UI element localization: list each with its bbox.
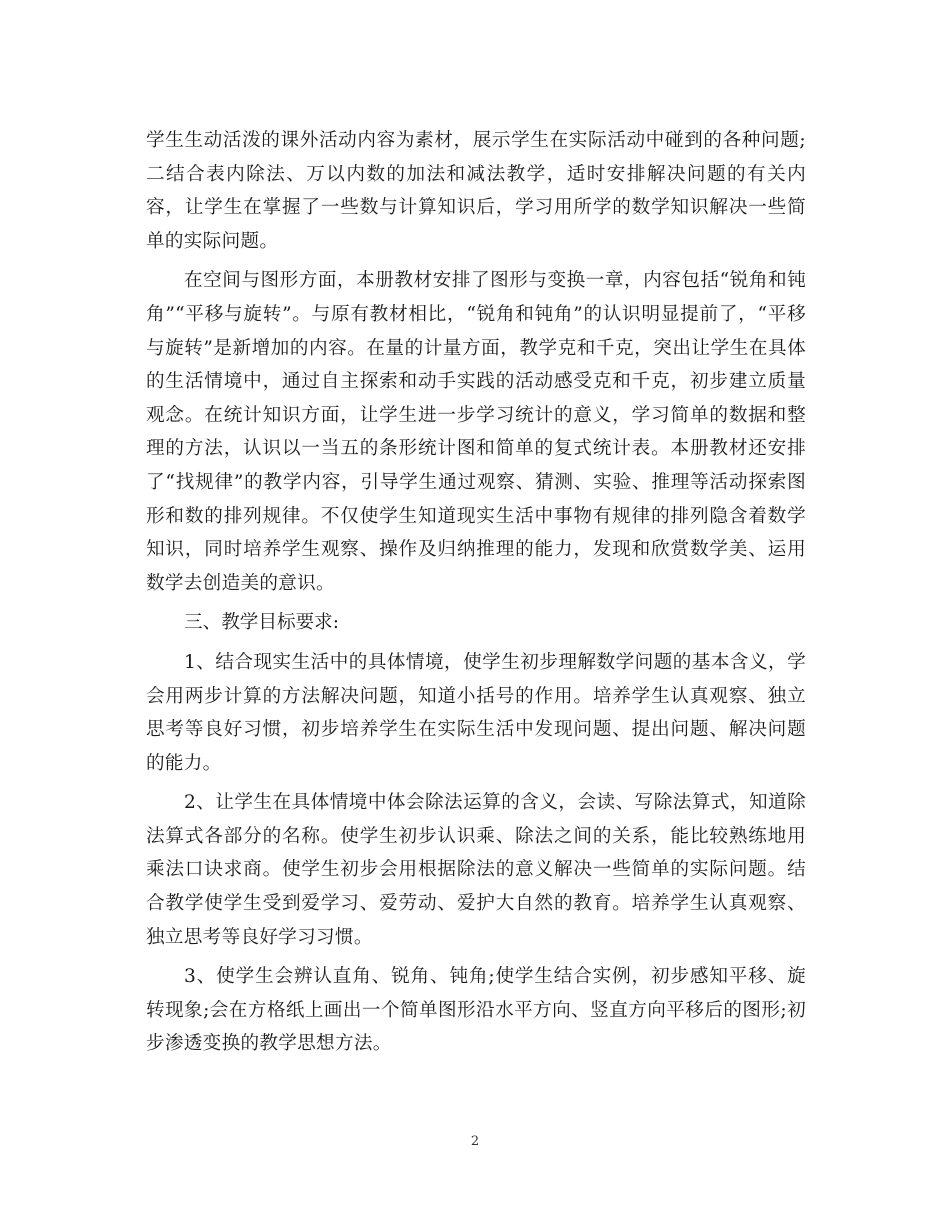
paragraph-goal-2: 2、让学生在具体情境中体会除法运算的含义，会读、写除法算式，知道除法算式各部分的名称。使学生初步认识乘、除法之间的关系，能比较熟练地用乘法口诀求商。使学生初步会用根据除法的意义解决一些简单的实际问题。结合教学使学生受到爱学习、爱劳动、爱护大自然的教育。培养学生认真观察、独立思考等良好学习习惯。 bbox=[146, 792, 806, 948]
paragraph-1: 学生生动活泼的课外活动内容为素材，展示学生在实际活动中碰到的各种问题;二结合表内除法、万以内数的加法和减法教学，适时安排解决问题的有关内容，让学生在掌握了一些数与计算知识后，学习用所学的数学知识解决一些简单的实际问题。 bbox=[146, 130, 806, 252]
document-body bbox=[146, 124, 806, 1067]
paragraph-2: 在空间与图形方面，本册教材安排了图形与变换一章，内容包括“锐角和钝角”“平移与旋转”。与原有教材相比，“锐角和钝角”的认识明显提前了，“平移与旋转”是新增加的内容。在量的计量方面，教学克和千克，突出让学生在具体的生活情境中，通过自主探索和动手实践的活动感受克和千克，初步建立质量观念。在统计知识方面，让学生进一步学习统计的意义，学习简单的数据和整理的方法，认识以一当五的条形统计图和简单的复式统计表。本册教材还安排了“找规律”的教学内容，引导学生通过观察、猜测、实验、推理等活动探索图形和数的排列规律。不仅使学生知道现实生活中事物有规律的排列隐含着数学知识，同时培养学生观察、操作及归纳推理的能力，发现和欣赏数学美、运用数学去创造美的意识。 bbox=[146, 270, 806, 594]
section-heading-teaching-goals: 三、教学目标要求: bbox=[184, 612, 340, 634]
paragraph-goal-3: 3、使学生会辨认直角、锐角、钝角;使学生结合实例，初步感知平移、旋转现象;会在方格纸上画出一个简单图形沿水平方向、竖直方向平移后的图形;初步渗透变换的教学思想方法。 bbox=[146, 966, 806, 1055]
paragraph-goal-1: 1、结合现实生活中的具体情境，使学生初步理解数学问题的基本含义，学会用两步计算的方法解决问题，知道小括号的作用。培养学生认真观察、独立思考等良好习惯，初步培养学生在实际生活中发现问题、提出问题、解决问题的能力。 bbox=[146, 651, 806, 774]
page-number: 2 bbox=[470, 1134, 480, 1149]
